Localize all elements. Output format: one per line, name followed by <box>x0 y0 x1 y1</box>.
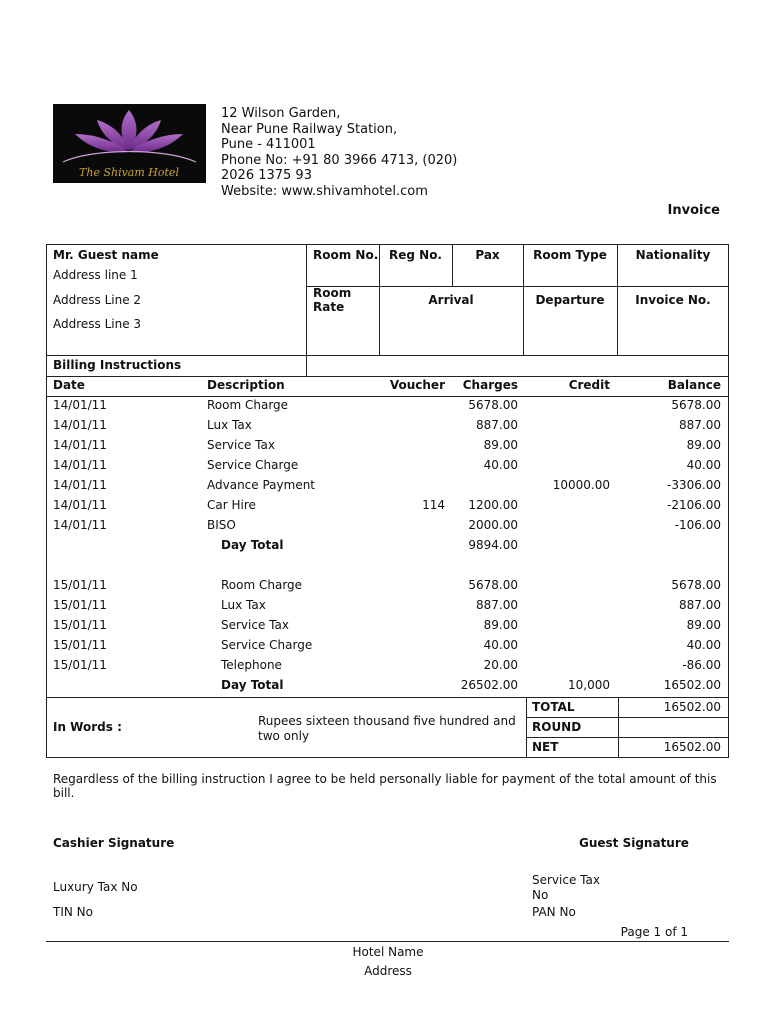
logo-text: The Shivam Hotel <box>79 166 179 179</box>
cell-description: BISO <box>207 518 236 532</box>
cell-balance: 887.00 <box>679 598 721 612</box>
invoice-no-label: Invoice No. <box>635 293 711 307</box>
cell-description: Service Tax <box>221 618 289 632</box>
in-words-label: In Words : <box>53 720 122 734</box>
tin-no: TIN No <box>53 905 93 919</box>
cell-credit: 10000.00 <box>552 478 610 492</box>
cell-balance: 5678.00 <box>671 398 721 412</box>
reg-no-label: Reg No. <box>389 248 442 262</box>
divider <box>46 396 729 397</box>
departure-label: Departure <box>535 293 605 307</box>
cell-description: Room Charge <box>207 398 289 412</box>
cell-charges: 40.00 <box>483 638 518 652</box>
cell-balance: 16502.00 <box>663 678 721 692</box>
cell-date: 14/01/11 <box>53 418 107 432</box>
invoice-title: Invoice <box>667 203 720 218</box>
guest-address-line: Address Line 3 <box>53 317 142 331</box>
cell-balance: -86.00 <box>682 658 721 672</box>
luxury-tax-no: Luxury Tax No <box>53 880 138 894</box>
cell-description: Car Hire <box>207 498 256 512</box>
cell-date: 15/01/11 <box>53 618 107 632</box>
cell-description: Service Charge <box>207 458 299 472</box>
total-label: TOTAL <box>532 700 575 714</box>
cell-voucher: 114 <box>422 498 445 512</box>
cell-description: Lux Tax <box>207 418 252 432</box>
cashier-signature: Cashier Signature <box>53 836 175 850</box>
cell-date: 15/01/11 <box>53 578 107 592</box>
cell-charges: 40.00 <box>483 458 518 472</box>
service-tax-no: No <box>532 888 549 902</box>
cell-date: 14/01/11 <box>53 458 107 472</box>
billing-instructions-label: Billing Instructions <box>53 358 182 372</box>
cell-balance: 40.00 <box>686 458 721 472</box>
cell-date: 14/01/11 <box>53 498 107 512</box>
cell-balance: -3306.00 <box>667 478 721 492</box>
cell-charges: 887.00 <box>476 598 518 612</box>
cell-charges: 2000.00 <box>468 518 518 532</box>
cell-balance: 89.00 <box>686 618 721 632</box>
cell-credit: 10,000 <box>568 678 610 692</box>
guest-signature: Guest Signature <box>579 836 689 850</box>
disclaimer-text: bill. <box>53 786 75 800</box>
cell-charges: 20.00 <box>483 658 518 672</box>
divider <box>46 697 729 698</box>
arrival-label: Arrival <box>428 293 474 307</box>
guest-address-line: Address Line 2 <box>53 293 142 307</box>
col-date: Date <box>53 378 85 392</box>
cell-description: Lux Tax <box>221 598 266 612</box>
cell-description: Advance Payment <box>207 478 316 492</box>
divider <box>618 697 619 758</box>
cell-charges: 5678.00 <box>468 398 518 412</box>
cell-charges: 1200.00 <box>468 498 518 512</box>
nationality-label: Nationality <box>635 248 711 262</box>
guest-name: Mr. Guest name <box>53 248 159 262</box>
pax-label: Pax <box>475 248 500 262</box>
address-line: Phone No: +91 80 3966 4713, (020) <box>221 152 458 168</box>
pan-no: PAN No <box>532 905 576 919</box>
cell-charges: 89.00 <box>483 438 518 452</box>
cell-date: 15/01/11 <box>53 598 107 612</box>
cell-balance: 887.00 <box>679 418 721 432</box>
room-no-label: Room No. <box>313 248 379 262</box>
cell-date: 14/01/11 <box>53 438 107 452</box>
round-label: ROUND <box>532 720 582 734</box>
divider <box>46 376 729 377</box>
net-value: 16502.00 <box>663 740 721 754</box>
divider <box>46 355 729 356</box>
divider <box>526 717 729 718</box>
hotel-logo <box>53 104 206 183</box>
cell-description: Telephone <box>221 658 282 672</box>
cell-charges: 5678.00 <box>468 578 518 592</box>
disclaimer-text: Regardless of the billing instruction I agree to be held personally liable for payment of the total amount of this <box>53 772 717 786</box>
cell-charges: 887.00 <box>476 418 518 432</box>
col-voucher: Voucher <box>389 378 445 392</box>
cell-balance: 5678.00 <box>671 578 721 592</box>
net-label: NET <box>532 740 559 754</box>
room-rate-label: Room Rate <box>313 286 352 314</box>
cell-date: 15/01/11 <box>53 658 107 672</box>
cell-description: Room Charge <box>221 578 303 592</box>
col-credit: Credit <box>568 378 610 392</box>
cell-date: 14/01/11 <box>53 518 107 532</box>
cell-charges: 9894.00 <box>468 538 518 552</box>
divider <box>526 697 527 758</box>
cell-balance: 89.00 <box>686 438 721 452</box>
cell-description: Day Total <box>221 678 284 692</box>
in-words-text: Rupees sixteen thousand five hundred and <box>258 714 516 728</box>
address-line: 12 Wilson Garden, <box>221 106 341 121</box>
cell-date: 14/01/11 <box>53 398 107 412</box>
cell-date: 14/01/11 <box>53 478 107 492</box>
cell-date: 15/01/11 <box>53 638 107 652</box>
lotus-icon <box>53 104 206 183</box>
cell-charges: 26502.00 <box>460 678 518 692</box>
divider <box>306 244 307 376</box>
cell-description: Day Total <box>221 538 284 552</box>
footer-hotel-name: Hotel Name <box>352 945 424 959</box>
footer-address: Address <box>364 964 412 978</box>
cell-description: Service Tax <box>207 438 275 452</box>
col-balance: Balance <box>667 378 721 392</box>
guest-address-line: Address line 1 <box>53 268 138 282</box>
cell-description: Service Charge <box>221 638 313 652</box>
footer-divider <box>46 941 729 942</box>
cell-balance: 40.00 <box>686 638 721 652</box>
address-line: Website: www.shivamhotel.com <box>221 183 428 199</box>
address-line: Pune - 411001 <box>221 137 316 153</box>
col-charges: Charges <box>462 378 518 392</box>
address-line: Near Pune Railway Station, <box>221 121 398 137</box>
in-words-text: two only <box>258 729 310 743</box>
divider <box>526 737 729 738</box>
cell-balance: -106.00 <box>674 518 721 532</box>
col-description: Description <box>207 378 285 392</box>
room-type-label: Room Type <box>533 248 607 262</box>
total-value: 16502.00 <box>663 700 721 714</box>
cell-balance: -2106.00 <box>667 498 721 512</box>
address-line: 2026 1375 93 <box>221 168 312 184</box>
cell-charges: 89.00 <box>483 618 518 632</box>
page-info: Page 1 of 1 <box>620 925 688 939</box>
hotel-address <box>221 106 457 200</box>
service-tax-no: Service Tax <box>532 873 600 887</box>
